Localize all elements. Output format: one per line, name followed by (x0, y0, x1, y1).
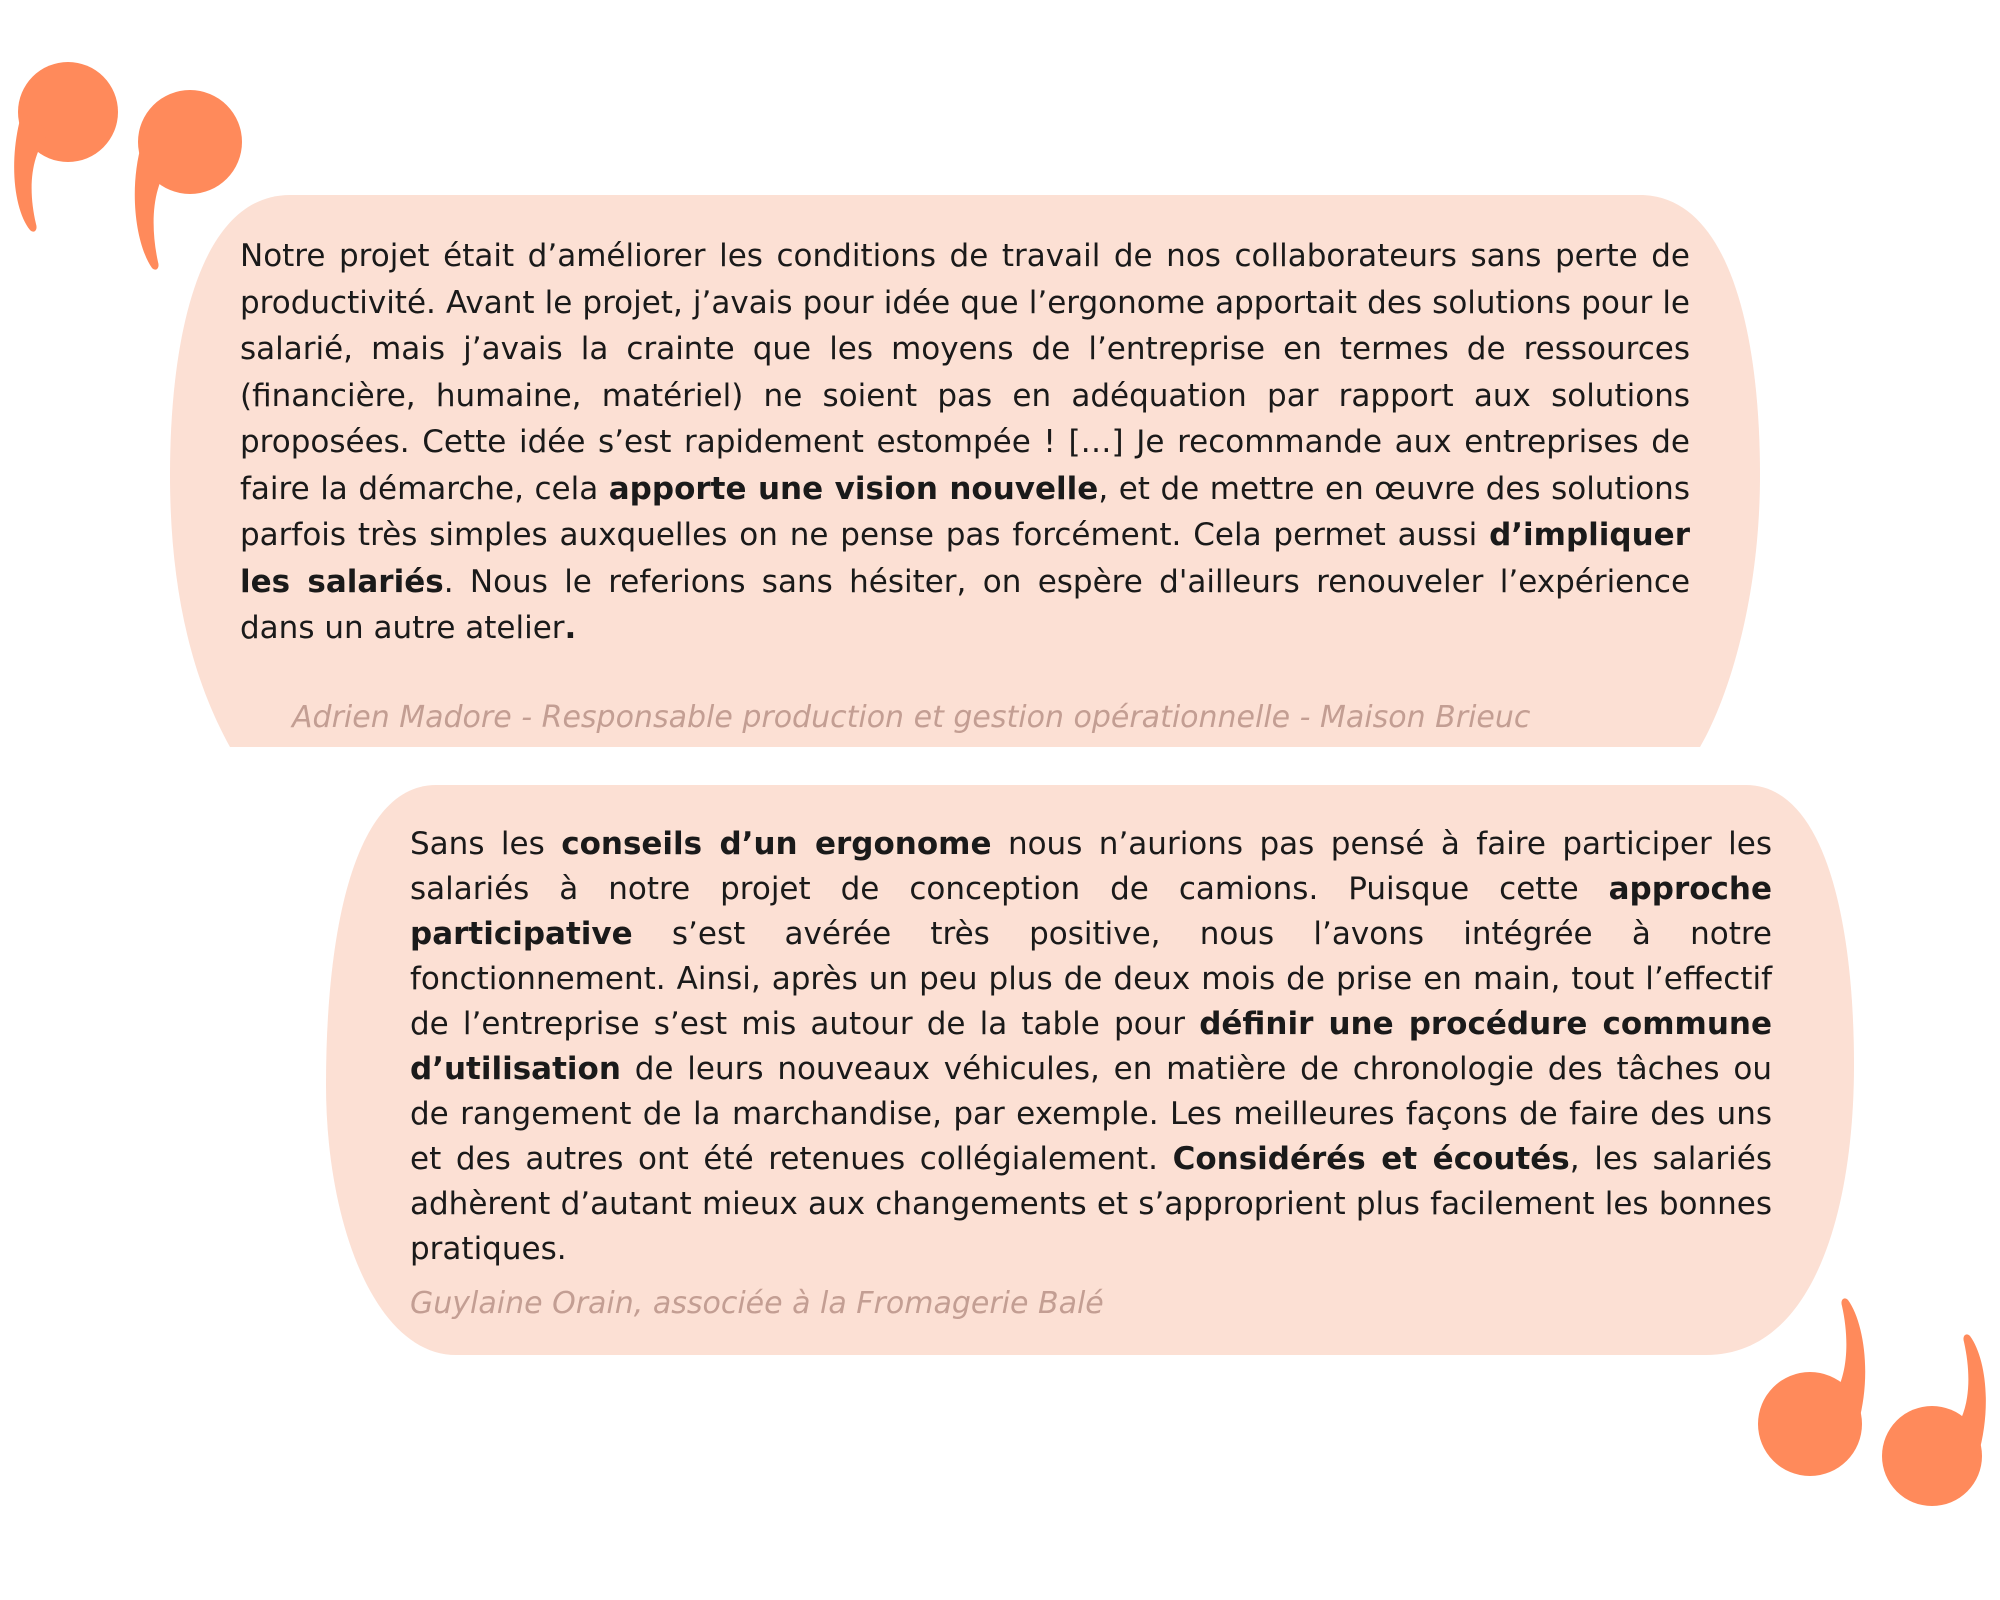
testimonial-2-text: Sans les conseils d’un ergonome nous n’aurions pas pensé à faire participer les salariés à notre projet de conception de camions. Puisque cette approche participative s’est avérée très positive, nous l’avons intégrée à notre fonctionnement. Ainsi, après un peu plus de deux mois de prise en main, tout l’effectif de l’entreprise s’est mis autour de la table pour définir une procédure commune d’utilisation de leurs nouveaux véhicules, en matière de chronologie des tâches ou de rangement de la marchandise, par exemple. Les meilleures façons de faire des uns et des autres ont été retenues collégialement. Considérés et écoutés, les salariés adhèrent d’autant mieux aux changements et s’approprient plus facilement les bonnes pratiques. (410, 826, 1772, 1267)
highlight-impliquer: d’impliquer les salariés (240, 517, 1690, 600)
highlight-consideres: Considérés et écoutés (1172, 1141, 1570, 1177)
highlight-conseils: conseils d’un ergonome (561, 826, 992, 862)
testimonial-1-text: Notre projet était d’améliorer les conditions de travail de nos collaborateurs sans perte de productivité. Avant le projet, j’avais pour idée que l’ergonome apportait des solutions pour le salarié, mais j’avais la crainte que les moyens de l’entreprise en termes de ressources (financière, humaine, matériel) ne soient pas en adéquation par rapport aux solutions proposées. Cette idée s’est rapidement estompée ! […] Je recommande aux entreprises de faire la démarche, cela apporte une vision nouvelle, et de mettre en œuvre des solutions parfois très simples auxquelles on ne pense pas forcément. Cela permet aussi d’impliquer les salariés. Nous le referions sans hésiter, on espère d'ailleurs renouveler l’expérience dans un autre atelier. (240, 238, 1691, 646)
highlight-procedure: définir une procédure commune d’utilisation (410, 1006, 1772, 1087)
closing-quote-icon (1740, 1290, 2000, 1530)
highlight-approche: approche participative (410, 871, 1772, 952)
testimonial-1-attribution: Adrien Madore - Responsable production et gestion opérationnelle - Maison Brieuc (292, 700, 1531, 735)
testimonial-2-attribution: Guylaine Orain, associée à la Fromagerie Balé (410, 1286, 1104, 1321)
highlight-vision: apporte une vision nouvelle (608, 470, 1099, 507)
